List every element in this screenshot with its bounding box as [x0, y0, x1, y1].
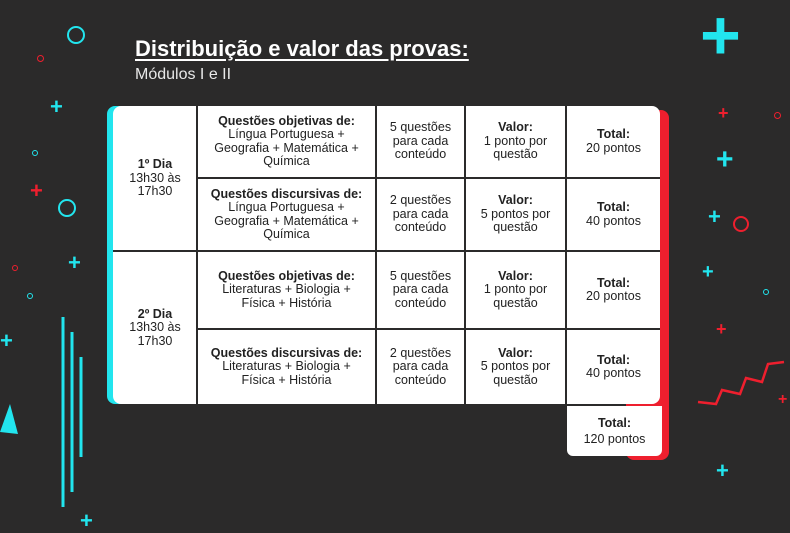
questions-cell — [198, 179, 375, 250]
questions-title: Questões discursivas de: — [210, 345, 363, 360]
dot-icon — [763, 289, 769, 295]
plus-icon: + — [0, 328, 13, 353]
subjects-text: Física + História — [241, 295, 332, 310]
plus-icon: + — [716, 319, 727, 339]
circle-icon — [733, 216, 749, 232]
count-text: 5 questões — [389, 120, 452, 135]
subjects-text: Língua Portuguesa + — [228, 127, 345, 141]
value-text: 5 pontos por — [480, 206, 551, 221]
value-text: questão — [493, 295, 538, 310]
questions-cell — [198, 252, 375, 328]
dot-icon — [37, 55, 44, 62]
value-text: questão — [493, 147, 538, 162]
value-text: questão — [493, 372, 538, 387]
questions-title: Questões objetivas de: — [218, 113, 355, 128]
circle-icon — [58, 199, 76, 217]
big-plus-icon: + — [700, 0, 741, 74]
subjects-text: Língua Portuguesa + — [228, 200, 345, 214]
subjects-text: Física + História — [241, 372, 332, 387]
value-text: questão — [493, 220, 538, 235]
count-text: para cada — [392, 282, 449, 297]
subjects-text: Química — [263, 154, 310, 168]
plus-icon: + — [68, 250, 81, 275]
count-text: 2 questões — [389, 193, 452, 208]
plus-icon: + — [716, 143, 734, 176]
day-label: 2º Dia — [137, 306, 173, 321]
value-title: Valor: — [498, 268, 533, 283]
total-value: 40 pontos — [586, 213, 641, 228]
zigzag-icon — [696, 358, 786, 410]
count-text: conteúdo — [394, 220, 447, 235]
questions-cell — [198, 106, 375, 177]
total-title: Total: — [596, 127, 631, 141]
value-text: 1 ponto por — [483, 282, 548, 297]
total-title: Total: — [596, 200, 631, 214]
page-subtitle: Módulos I e II — [135, 66, 232, 83]
value-cell — [466, 106, 565, 177]
subjects-text: Literaturas + Biologia + — [222, 359, 351, 374]
count-text: conteúdo — [394, 147, 447, 162]
total-value: 20 pontos — [586, 140, 641, 155]
count-cell — [377, 252, 464, 328]
questions-title: Questões objetivas de: — [218, 268, 355, 283]
dot-icon — [774, 112, 781, 119]
value-title: Valor: — [498, 345, 533, 360]
total-cell — [567, 330, 660, 404]
subjects-text: Geografia + Matemática + — [214, 213, 359, 228]
value-cell — [466, 179, 565, 250]
day-time: 13h30 às — [129, 320, 181, 335]
day-label: 1º Dia — [137, 157, 173, 172]
value-cell — [466, 252, 565, 328]
dot-icon — [27, 293, 33, 299]
total-value: 40 pontos — [586, 366, 641, 380]
plus-icon: + — [718, 103, 729, 123]
plus-icon: + — [30, 178, 43, 203]
count-text: para cada — [392, 206, 449, 221]
questions-cell — [198, 330, 375, 404]
value-text: 1 ponto por — [483, 133, 548, 148]
total-cell — [567, 106, 660, 177]
triangle-icon — [0, 402, 22, 436]
value-title: Valor: — [498, 193, 533, 208]
subjects-text: Geografia + Matemática + — [214, 140, 359, 155]
grand-total-value: 120 pontos — [583, 432, 646, 446]
dot-icon — [12, 265, 18, 271]
plus-icon: + — [80, 508, 93, 533]
total-title: Total: — [596, 275, 631, 290]
plus-icon: + — [778, 391, 788, 408]
count-cell — [377, 330, 464, 404]
table-grid — [113, 106, 660, 404]
grand-total-cell — [567, 406, 662, 456]
plus-icon: + — [708, 204, 721, 229]
subjects-text: Química — [263, 227, 310, 241]
day-cell — [113, 106, 197, 251]
plus-icon: + — [702, 261, 714, 283]
total-value: 20 pontos — [586, 289, 641, 303]
count-text: 5 questões — [389, 268, 452, 283]
count-text: 2 questões — [389, 345, 452, 360]
questions-title: Questões discursivas de: — [210, 186, 363, 201]
count-text: conteúdo — [394, 295, 447, 310]
dot-icon — [32, 150, 38, 156]
exam-table — [113, 106, 666, 404]
day-time: 17h30 — [137, 184, 173, 199]
value-text: 5 pontos por — [480, 359, 551, 374]
day-cell — [113, 252, 197, 404]
grand-total-accent — [661, 406, 669, 456]
plus-icon: + — [50, 94, 63, 119]
total-title: Total: — [596, 352, 631, 367]
grand-total-title: Total: — [597, 416, 632, 430]
count-text: para cada — [392, 359, 449, 374]
day-time: 13h30 às — [129, 170, 181, 185]
page-title: Distribuição e valor das provas: — [135, 36, 469, 61]
total-cell — [567, 179, 660, 250]
value-cell — [466, 330, 565, 404]
count-text: para cada — [392, 133, 449, 148]
stripes-icon — [58, 312, 88, 512]
count-text: conteúdo — [394, 372, 447, 387]
count-cell — [377, 106, 464, 177]
subjects-text: Literaturas + Biologia + — [222, 282, 351, 297]
day-time: 17h30 — [137, 333, 173, 348]
total-cell — [567, 252, 660, 328]
count-cell — [377, 179, 464, 250]
circle-icon — [67, 26, 85, 44]
value-title: Valor: — [498, 120, 533, 135]
plus-icon: + — [716, 458, 729, 483]
